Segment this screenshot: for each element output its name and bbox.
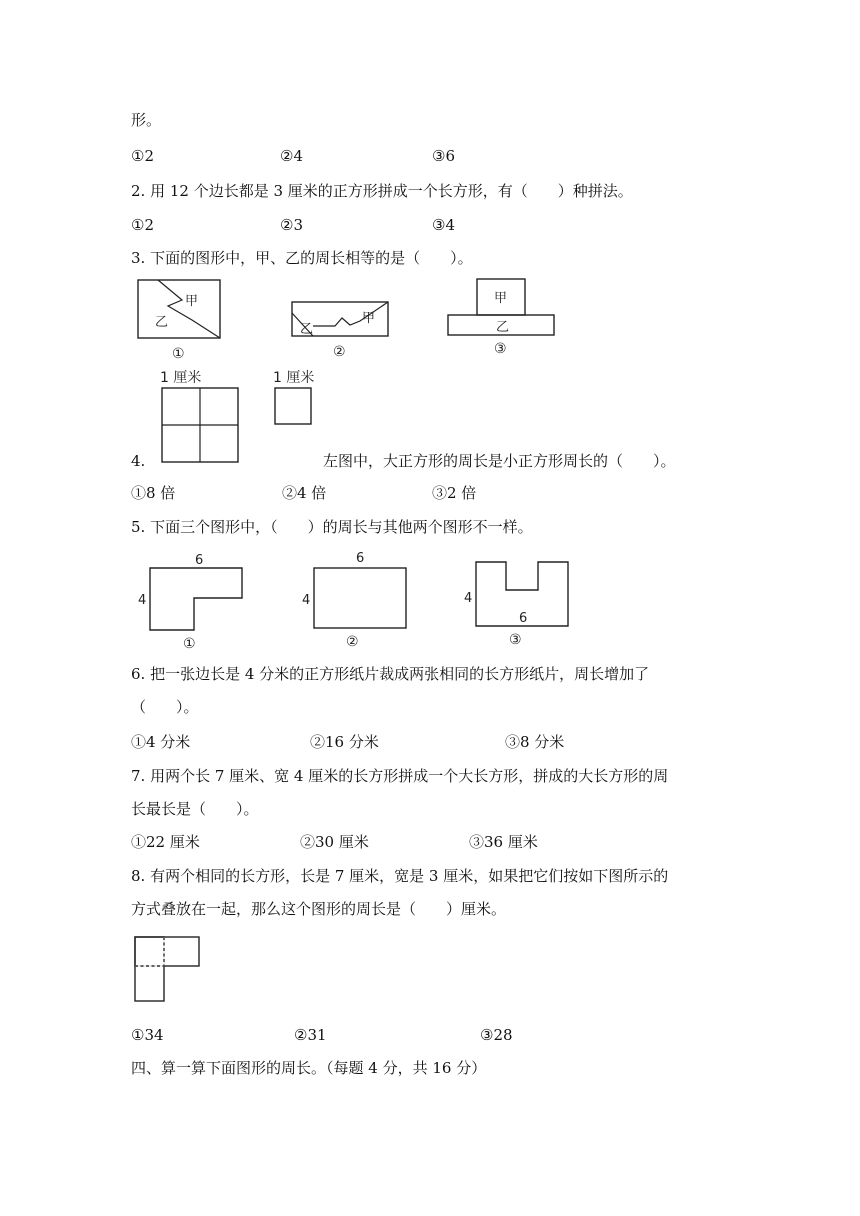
q6-option-1: ①4 分米 xyxy=(131,733,191,751)
q5-fig2-height: 4 xyxy=(302,593,311,608)
q1-option-3: ③6 xyxy=(432,147,455,165)
q4-option-3: ③2 倍 xyxy=(432,484,477,502)
q3-fig3-yi: 乙 xyxy=(496,320,510,335)
q4-big-square-label: 1 厘米 xyxy=(160,370,202,386)
section-4-heading: 四、算一算下面图形的周长。（每题 4 分，共 16 分） xyxy=(131,1059,487,1077)
q3-fig1-yi: 乙 xyxy=(155,315,169,330)
q8-option-1: ①34 xyxy=(131,1026,164,1044)
q3-fig1-number: ① xyxy=(172,346,185,362)
line-shape-end: 形。 xyxy=(131,111,162,129)
question-5: 5. 下面三个图形中，（ ）的周长与其他两个图形不一样。 xyxy=(131,518,533,536)
q2-option-2: ②3 xyxy=(280,216,303,234)
q4-small-square-label: 1 厘米 xyxy=(273,370,315,386)
q3-figures xyxy=(130,276,570,364)
q7-option-1: ①22 厘米 xyxy=(131,833,200,851)
q3-fig2-jia: 甲 xyxy=(362,311,376,326)
q5-fig1-height: 4 xyxy=(138,593,147,608)
q6-option-2: ②16 分米 xyxy=(310,733,379,751)
q8-figure xyxy=(132,934,204,1006)
q5-fig1-number: ① xyxy=(183,636,196,652)
q5-figure-2 xyxy=(302,551,406,650)
q1-option-1: ①2 xyxy=(131,147,154,165)
q4-option-1: ①8 倍 xyxy=(131,484,176,502)
q5-fig2-number: ② xyxy=(346,634,359,650)
q3-figure-2 xyxy=(292,302,388,360)
question-7-line-2: 长最长是（ ）。 xyxy=(131,800,259,818)
q5-fig3-number: ③ xyxy=(509,632,522,648)
question-8-line-2: 方式叠放在一起，那么这个图形的周长是（ ）厘米。 xyxy=(131,900,507,918)
q3-fig1-jia: 甲 xyxy=(185,294,199,309)
q3-figure-1 xyxy=(138,280,220,362)
question-2: 2. 用 12 个边长都是 3 厘米的正方形拼成一个长方形，有（ ）种拼法。 xyxy=(131,182,633,200)
question-4: 左图中，大正方形的周长是小正方形周长的（ ）。 xyxy=(323,452,676,470)
question-6-line-1: 6. 把一张边长是 4 分米的正方形纸片裁成两张相同的长方形纸片，周长增加了 xyxy=(131,665,650,683)
q3-fig3-jia: 甲 xyxy=(494,291,508,306)
q2-option-1: ①2 xyxy=(131,216,154,234)
q5-fig3-height: 4 xyxy=(464,591,473,606)
q5-figure-1 xyxy=(138,553,242,652)
q4-option-2: ②4 倍 xyxy=(282,484,327,502)
q1-option-2: ②4 xyxy=(280,147,303,165)
q7-option-2: ②30 厘米 xyxy=(300,833,369,851)
q2-option-3: ③4 xyxy=(432,216,455,234)
question-3: 3. 下面的图形中，甲、乙的周长相等的是（ ）。 xyxy=(131,249,473,267)
q6-option-3: ③8 分米 xyxy=(505,733,565,751)
q3-fig2-yi: 乙 xyxy=(300,322,314,337)
question-7-line-1: 7. 用两个长 7 厘米、宽 4 厘米的长方形拼成一个大长方形，拼成的大长方形的周 xyxy=(131,767,669,785)
q3-figure-3 xyxy=(448,279,554,357)
q5-fig2-width: 6 xyxy=(356,551,365,566)
question-8-line-1: 8. 有两个相同的长方形，长是 7 厘米，宽是 3 厘米，如果把它们按如下图所示的 xyxy=(131,867,669,885)
q5-figure-3 xyxy=(464,562,568,648)
q3-fig3-number: ③ xyxy=(494,341,507,357)
q4-figure xyxy=(158,366,328,466)
q8-option-3: ③28 xyxy=(480,1026,513,1044)
question-4-number: 4. xyxy=(131,452,146,470)
q7-option-3: ③36 厘米 xyxy=(469,833,538,851)
question-6-line-2: （ ）。 xyxy=(131,698,199,716)
q3-fig2-number: ② xyxy=(333,344,346,360)
q5-fig3-width: 6 xyxy=(519,611,528,626)
q8-option-2: ②31 xyxy=(294,1026,327,1044)
q5-fig1-width: 6 xyxy=(195,553,204,568)
q5-figures xyxy=(130,548,580,652)
